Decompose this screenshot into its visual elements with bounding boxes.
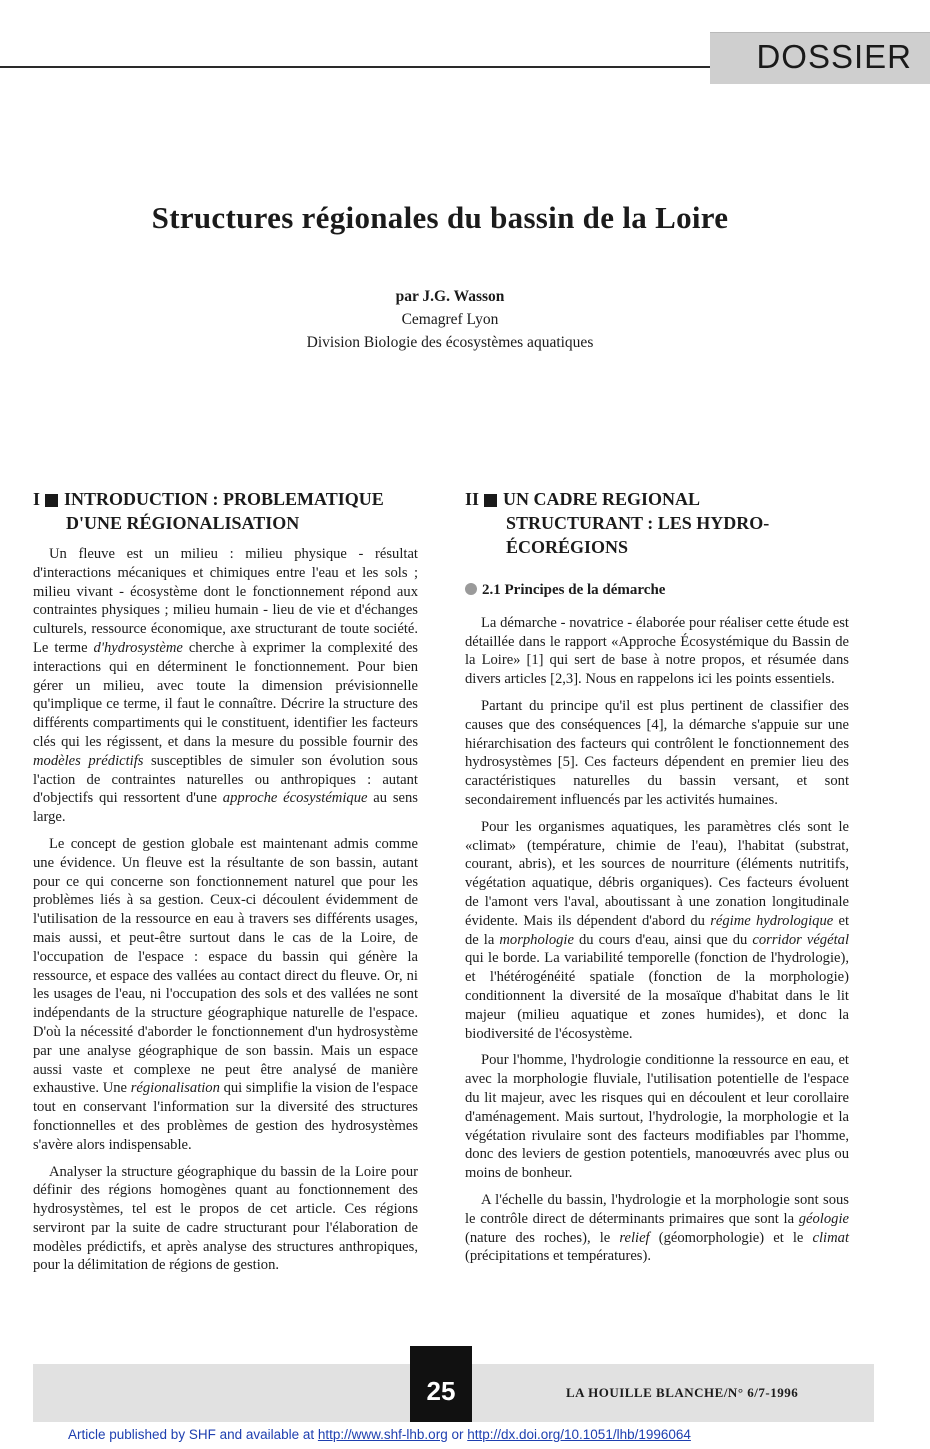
text-run: du cours d'eau, ainsi que du bbox=[573, 931, 753, 948]
italic-term: modèles prédictifs bbox=[33, 752, 144, 769]
text-run: (géomorphologie) et le bbox=[649, 1229, 813, 1246]
article-title: Structures régionales du bassin de la Loire bbox=[151, 200, 729, 235]
journal-name: LA HOUILLE BLANCHE/N° 6/7-1996 bbox=[566, 1385, 799, 1400]
text-run: susceptibles de simuler son évolution sous l'action de contraintes naturelles ou anthropiques : autant d'objectifs qui ressortent d'une bbox=[33, 752, 418, 807]
page-number: 25 bbox=[426, 1376, 456, 1406]
italic-term: d'hydrosystème bbox=[93, 639, 183, 656]
text-run: Un fleuve est un milieu : milieu physique - résultat d'interactions mécaniques et chimiques entre l'eau et les sols ; milieu vivant - écosystème dont le fonctionnement répond aux contraintes physiques ; milieu humain - lieu de vie et d'échanges culturels, ressource économique, axe structurant de toute société. Le terme bbox=[33, 546, 418, 656]
italic-term: régime hydrologique bbox=[710, 912, 834, 929]
section-2-paragraph-2: Partant du principe qu'il est plus pertinent de classifier des causes que des conséquences [4], la démarche s'appuie sur une hiérarchisation des facteurs qui contrôlent le fonctionnement des hydrosystèmes [5]. Ces facteurs dépendent en premier lieu des caractéristiques naturelles du bassin versant, et sont secondairement influencés par les activités humaines. bbox=[465, 697, 849, 808]
section-2-title-line2: STRUCTURANT : LES HYDRO- bbox=[506, 513, 770, 533]
section-2-title-line3: ÉCORÉGIONS bbox=[506, 537, 629, 557]
or-text: or bbox=[447, 1427, 468, 1442]
text-run: (précipitations et températures). bbox=[465, 1248, 651, 1265]
section-2-paragraph-3 bbox=[465, 818, 849, 1044]
left-column bbox=[33, 487, 418, 1283]
section-1-title-line1: INTRODUCTION : PROBLEMATIQUE bbox=[64, 489, 384, 509]
text-run: qui simplifie la vision de l'espace tout en conservant l'information sur la diversité des structures fonctionnelles et des problèmes de gestion des hydrosystèmes s'avère alors indispensable. bbox=[33, 1080, 419, 1153]
section-2-paragraph-5 bbox=[465, 1191, 849, 1266]
circle-bullet-icon bbox=[465, 583, 477, 595]
italic-term: régionalisation bbox=[130, 1080, 220, 1097]
institution-line: Cemagref Lyon bbox=[401, 311, 499, 328]
right-column bbox=[465, 487, 849, 1274]
author-line: par J.G. Wasson bbox=[395, 288, 505, 305]
article-prefix: Article published by SHF and available at bbox=[68, 1427, 318, 1442]
text-run: et de la bbox=[465, 912, 850, 948]
subsection-2-1-heading bbox=[465, 581, 849, 600]
square-bullet-icon bbox=[484, 494, 497, 507]
page-number-box bbox=[410, 1346, 472, 1422]
italic-term: corridor végétal bbox=[752, 931, 849, 948]
section-tag bbox=[710, 32, 930, 84]
doi-link[interactable]: http://dx.doi.org/10.1051/lhb/1996064 bbox=[467, 1427, 691, 1442]
square-bullet-icon bbox=[45, 494, 58, 507]
italic-term: approche écosystémique bbox=[222, 790, 368, 807]
section-2-heading bbox=[465, 487, 849, 559]
italic-term: climat bbox=[812, 1229, 849, 1246]
section-2-paragraph-4: Pour l'homme, l'hydrologie conditionne la ressource en eau, et avec la morphologie fluviale, l'utilisation potentielle de l'espace du lit majeur, avec les risques qui en découlent et leur corollaire d'aménagement. Mais surtout, l'hydrologie, la morphologie et la végétation rivulaire sont des facteurs modifiables par l'homme, donc des leviers de gestion potentiels, manoœuvrés avec plus ou moins de bonheur. bbox=[465, 1052, 849, 1182]
subsection-title: 2.1 Principes de la démarche bbox=[482, 582, 666, 598]
italic-term: géologie bbox=[798, 1210, 849, 1227]
section-1-heading bbox=[33, 487, 418, 535]
italic-term: morphologie bbox=[499, 931, 574, 948]
italic-term: relief bbox=[619, 1229, 650, 1246]
section-1-paragraph-1 bbox=[33, 545, 418, 827]
text-run: Le concept de gestion globale est maintenant admis comme une évidence. Un fleuve est la résultante de son bassin, autant pour ce qui concerne son fonctionnement naturel que pour les problèmes liés à sa gestion. Ceux-ci découlent évidemment de l'utilisation de la ressource en eau à travers ses différents usages, mais aussi, et peut-être surtout dans le cas de la Loire, de l'occupation de l'espace : espace du bassin qui génère la ressource, et espace des vallées au contact direct du fleuve. Or, ni les usages de l'eau, ni l'occupation des sols et des vallées ne sont indépendants de la structure géographique naturelle de l'espace. D'où la nécessité d'aborder le fonctionnement d'un hydrosystème par une analyse géographique de son bassin. Mais un espace aussi vaste et complexe ne peut être analysé de manière exhaustive. Une bbox=[33, 835, 418, 1097]
division-line: Division Biologie des écosystèmes aquatiques bbox=[306, 334, 594, 351]
section-tag-label: DOSSIER bbox=[756, 38, 912, 75]
section-1-number: I bbox=[33, 489, 41, 509]
shf-link[interactable]: http://www.shf-lhb.org bbox=[317, 1427, 448, 1442]
text-run: A l'échelle du bassin, l'hydrologie et la morphologie sont sous le contrôle direct de déterminants primaires que sont la bbox=[465, 1191, 849, 1227]
section-1-paragraph-3: Analyser la structure géographique du bassin de la Loire pour définir des régions homogènes quant au fonctionnement des hydrosystèmes, tel est le propos de cet article. Ces régions serviront par la suite de cadre structurant pour l'élaboration de modèles prédictifs, et après analyse des structures anthropiques, pour la délimitation de régions de gestion. bbox=[33, 1163, 418, 1274]
text-run: (nature des roches), le bbox=[465, 1229, 620, 1246]
header-rule bbox=[0, 66, 712, 68]
text-run: cherche à exprimer la complexité des interactions qui en déterminent le fonctionnement. Pour bien gérer un milieu, avec toute la dimension prévisionnelle qu'implique ce terme, il faut le connaître. Décrire la structure des différents compartiments qui le constituent, identifier les facteurs clés qui les régissent, et dans la mesure du possible fournir des bbox=[33, 639, 418, 750]
text-run: qui le borde. La variabilité temporelle (fonction de l'hydrologie), et l'hétérogénéité spatiale (fonction de la morphologie) conditionnent la diversité de la mosaïque d'habitat dans le lit majeur (milieu aquatique et zones humides), et donc la biodiversité de l'écosystème. bbox=[465, 950, 849, 1042]
article-availability-line bbox=[68, 1427, 691, 1442]
section-2-number: II bbox=[465, 489, 480, 509]
section-1-title-line2: D'UNE RÉGIONALISATION bbox=[66, 513, 300, 533]
section-2-title-line1: UN CADRE REGIONAL bbox=[503, 489, 701, 509]
section-2-paragraph-1: La démarche - novatrice - élaborée pour réaliser cette étude est détaillée dans le rapport «Approche Écosystémique du Bassin de la Loire» [1] qui sert de base à notre propos, et résumée dans divers articles [2,3]. Nous en rappelons ici les points essentiels. bbox=[465, 614, 849, 688]
section-1-paragraph-2 bbox=[33, 835, 418, 1155]
text-run: Pour les organismes aquatiques, les paramètres clés sont le «climat» (température, chimie de l'eau), l'habitat (substrat, courant, abris), et les sources de nourriture (éléments nutritifs, végétation aquatique, débris organiques). Ces facteurs évoluent de l'amont vers l'aval, aboutissant à une zonation longitudinale évidente. Mais ils dépendent d'abord du bbox=[465, 818, 849, 929]
text-run: au sens large. bbox=[33, 790, 418, 826]
